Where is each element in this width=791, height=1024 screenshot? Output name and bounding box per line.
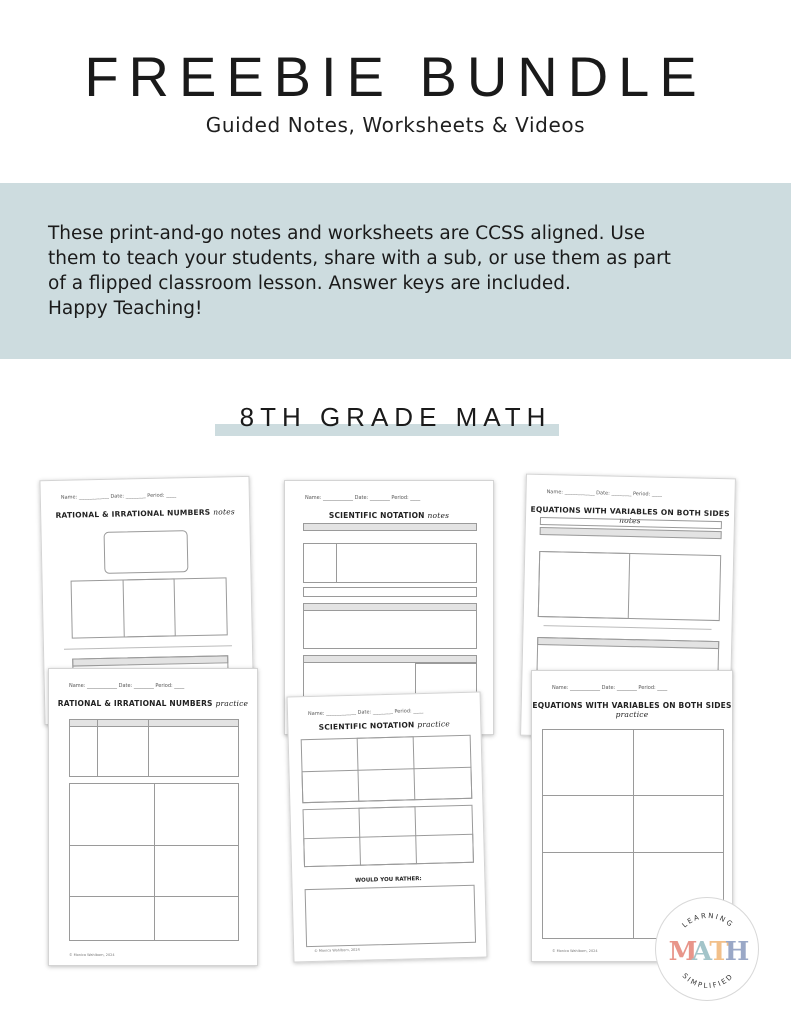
would-you-rather-box (305, 885, 476, 947)
svg-text:LEARNING: LEARNING (680, 911, 736, 930)
sheet-header-fields: Name: ____________ Date: ________ Period: ____ (546, 489, 662, 498)
classify-table (69, 719, 239, 777)
svg-text:H: H (724, 937, 750, 967)
sheet-title: RATIONAL & IRRATIONAL NUMBERS notes (55, 507, 235, 520)
sheet-header-fields: Name: ____________ Date: ________ Period: ____ (69, 683, 185, 689)
ruled-line (544, 625, 712, 630)
sheet-footer: © Monica Wahlbom, 2024 (314, 947, 360, 953)
discuss-box (303, 587, 477, 597)
ruled-line (64, 645, 232, 650)
sheet-header-fields: Name: ____________ Date: ________ Period: ____ (60, 492, 177, 501)
svg-text:T: T (709, 937, 729, 967)
svg-text:A: A (691, 937, 713, 967)
description-line-4: Happy Teaching! (48, 298, 203, 319)
logo-icon (656, 898, 760, 1002)
page-subtitle: Guided Notes, Worksheets & Videos (205, 113, 586, 137)
description-line-1: These print-and-go notes and worksheets are CCSS aligned. Use (48, 223, 645, 244)
classify-table-column (97, 719, 149, 777)
section-title: 8TH GRADE MATH (239, 402, 552, 432)
page-title: FREEBIE BUNDLE (84, 45, 707, 108)
essential-question-bar (303, 523, 477, 531)
sheet-title: EQUATIONS WITH VARIABLES ON BOTH SIDES practice (532, 701, 732, 719)
sheet-footer: © Monica Wahlbom, 2024 (69, 953, 115, 957)
sheet-title: RATIONAL & IRRATIONAL NUMBERS practice (57, 699, 249, 708)
description-band (0, 183, 791, 359)
convert-grid-1-row (302, 767, 473, 803)
would-you-rather-heading: WOULD YOU RATHER: (354, 876, 422, 884)
sheet-title: SCIENTIFIC NOTATION notes (328, 511, 450, 520)
sheet-header-fields: Name: ____________ Date: ________ Period: ____ (552, 685, 668, 691)
section-bar (540, 527, 722, 539)
sheet-footer: © Monica Wahlbom, 2024 (552, 949, 598, 953)
sheet-header-fields: Name: ____________ Date: ________ Period: ____ (307, 708, 424, 718)
scientific-table-label-column (303, 543, 337, 583)
scientific-notation-box (303, 603, 477, 649)
worksheet-thumbnail-scientific-practice (287, 692, 488, 963)
svg-text:M: M (668, 937, 698, 967)
description-line-2: them to teach your students, share with a sub, or use them as part (48, 248, 671, 269)
description-text (48, 221, 748, 321)
questions-grid-middle-row (69, 845, 239, 897)
convert-grid-2-row (303, 834, 474, 867)
sorting-table-column (123, 578, 176, 637)
variables-table-left-column (538, 551, 630, 619)
number-sort-box (104, 530, 189, 574)
description-line-3: of a flipped classroom lesson. Answer keys are included. (48, 273, 571, 294)
sheet-header-fields: Name: ____________ Date: ________ Period: ____ (305, 495, 421, 501)
svg-text:SIMPLIFIED: SIMPLIFIED (680, 971, 736, 991)
learning-math-simplified-logo (655, 897, 759, 1001)
worksheet-thumbnail-rational-practice (48, 668, 258, 966)
sheet-title: SCIENTIFIC NOTATION practice (318, 719, 451, 732)
sheet-title: EQUATIONS WITH VARIABLES ON BOTH SIDES notes (530, 504, 730, 526)
practice-grid-middle-row (542, 795, 724, 853)
